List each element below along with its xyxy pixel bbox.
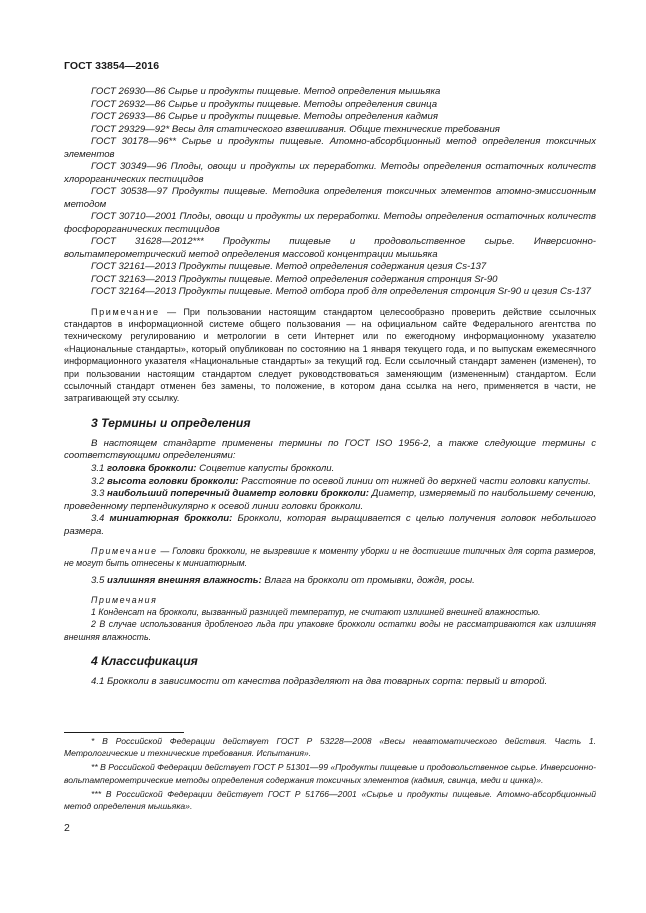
reference-item: ГОСТ 30710—2001 Плоды, овощи и продукты их переработки. Методы определения остаточных количеств фосфорорганических пестицидов [64,211,596,235]
section-3-intro: В настоящем стандарте применены термины по ГОСТ ISO 1956-2, а также следующие термины с соответствующими определениями: [64,437,596,462]
note-text: — Головки брокколи, не вызревшие к моменту уборки и не достигшие типичных для сорта размеров, не могут быть отнесены к миниатюрным. [64,545,596,568]
term-number: 3.5 [91,575,108,587]
term-definition: Расстояние по осевой линии от нижней до верхней части головки капусты. [238,475,591,487]
page-number: 2 [64,822,70,834]
term-3-3 [64,488,596,513]
note-label: Примечание [91,545,158,556]
footnotes [64,735,596,814]
term-definition: Влага на брокколи от промывки, дождя, росы. [261,575,475,587]
term-3-5-note-2: 2 В случае использования дробленого льда при упаковке брокколи остатки воды не рассматриваются как излишняя внешняя влажность. [64,619,596,642]
term-3-4 [64,513,596,538]
normative-references-list [64,86,596,299]
reference-item: ГОСТ 29329—92* Весы для статического взвешивания. Общие технические требования [91,123,500,135]
references-note [64,306,596,405]
term-3-5-notes-label: Примечания [91,594,158,605]
reference-item: ГОСТ 31628—2012*** Продукты пищевые и продовольственное сырье. Инверсионно-вольтамперометрический метод определения массовой концентрации мышьяка [64,236,596,260]
reference-item: ГОСТ 30178—96** Сырье и продукты пищевые. Атомно-абсорбционный метод определения токсичных элементов [64,136,596,160]
term-definition: Брокколи, которая выращивается с целью получения головок небольшого размера. [64,513,597,537]
term-number: 3.2 [91,475,108,487]
standard-code-header: ГОСТ 33854—2016 [64,60,160,72]
footnote-item: *** В Российской Федерации действует ГОСТ Р 51766—2001 «Сырье и продукты пищевые. Атомно-абсорбционный метод определения мышьяка». [64,788,596,812]
section-3-heading: 3 Термины и определения [91,415,251,430]
document-body [64,86,596,688]
term-name: миниатюрная брокколи: [109,513,233,525]
note-text: — При пользовании настоящим стандартом целесообразно проверить действие ссылочных стандартов в информационной системе общего пользования — на официальном сайте Федерального агентства по техническому регулированию и метрологии в сети Интернет или по ежегодному информационному указателю «Национальные стандарты», который опубликован по состоянию на 1 января текущего года, и по выпускам ежемесячного информационного указателя «Национальные стандарты» за текущий год. Если ссылочный стандарт заменен (изменен), то при пользовании настоящим стандартом следует руководствоваться заменяющим (измененным) стандартом. Если ссылочный стандарт отменен без замены, то положение, в котором дана ссылка на него, применяется в части, не затрагивающей эту ссылку. [64,306,596,404]
term-number: 3.4 [91,513,110,525]
footnote-item: ** В Российской Федерации действует ГОСТ Р 51301—99 «Продукты пищевые и продовольственное сырье. Инверсионно-вольтамперометрические методы определения содержания токсичных элементов (кадмия, свинца, меди и цинка)». [64,762,596,785]
reference-item: ГОСТ 30349—96 Плоды, овощи и продукты их переработки. Методы определения остаточных количеств хлорорганических пестицидов [64,161,596,185]
note-label: Примечание [91,306,160,317]
clause-4-1: 4.1 Брокколи в зависимости от качества подразделяют на два товарных сорта: первый и второй. [91,675,548,687]
term-name: головка брокколи: [107,462,197,474]
reference-item: ГОСТ 26933—86 Сырье и продукты пищевые. Методы определения кадмия [91,111,438,122]
term-definition: Диаметр, измеряемый по наибольшему сечению, проведенному перпендикулярно к осевой линии головки брокколи. [64,488,596,512]
term-3-1 [64,463,596,476]
term-3-2 [64,476,596,489]
term-3-4-note [64,545,596,570]
term-name: наибольший поперечный диаметр головки брокколи: [107,488,369,500]
reference-item: ГОСТ 32163—2013 Продукты пищевые. Метод определения содержания стронция Sr-90 [91,273,498,285]
term-3-5 [64,575,596,588]
footnote-divider [64,732,184,733]
reference-item: ГОСТ 26932—86 Сырье и продукты пищевые. Методы определения свинца [91,98,438,110]
term-name: высота головки брокколи: [107,475,239,487]
term-number: 3.1 [91,462,108,474]
reference-item: ГОСТ 32161—2013 Продукты пищевые. Метод определения содержания цезия Cs-137 [91,261,487,272]
term-name: излишняя внешняя влажность: [107,575,262,587]
term-definition: Соцветие капусты брокколи. [196,462,335,474]
term-number: 3.3 [91,488,108,500]
reference-item: ГОСТ 30538—97 Продукты пищевые. Методика определения токсичных элементов атомно-эмиссионным методом [64,186,596,210]
reference-item: ГОСТ 32164—2013 Продукты пищевые. Метод отбора проб для определения стронция Sr-90 и цезия Cs-137 [91,286,591,297]
footnote-item: * В Российской Федерации действует ГОСТ Р 53228—2008 «Весы неавтоматического действия. Часть 1. Метрологические и технические требования. Испытания». [64,736,596,759]
term-3-5-note-1: 1 Конденсат на брокколи, вызванный разницей температур, не считают излишней внешней влажностью. [91,606,541,617]
reference-item: ГОСТ 26930—86 Сырье и продукты пищевые. Метод определения мышьяка [91,86,441,97]
section-4-heading: 4 Классификация [91,653,198,668]
